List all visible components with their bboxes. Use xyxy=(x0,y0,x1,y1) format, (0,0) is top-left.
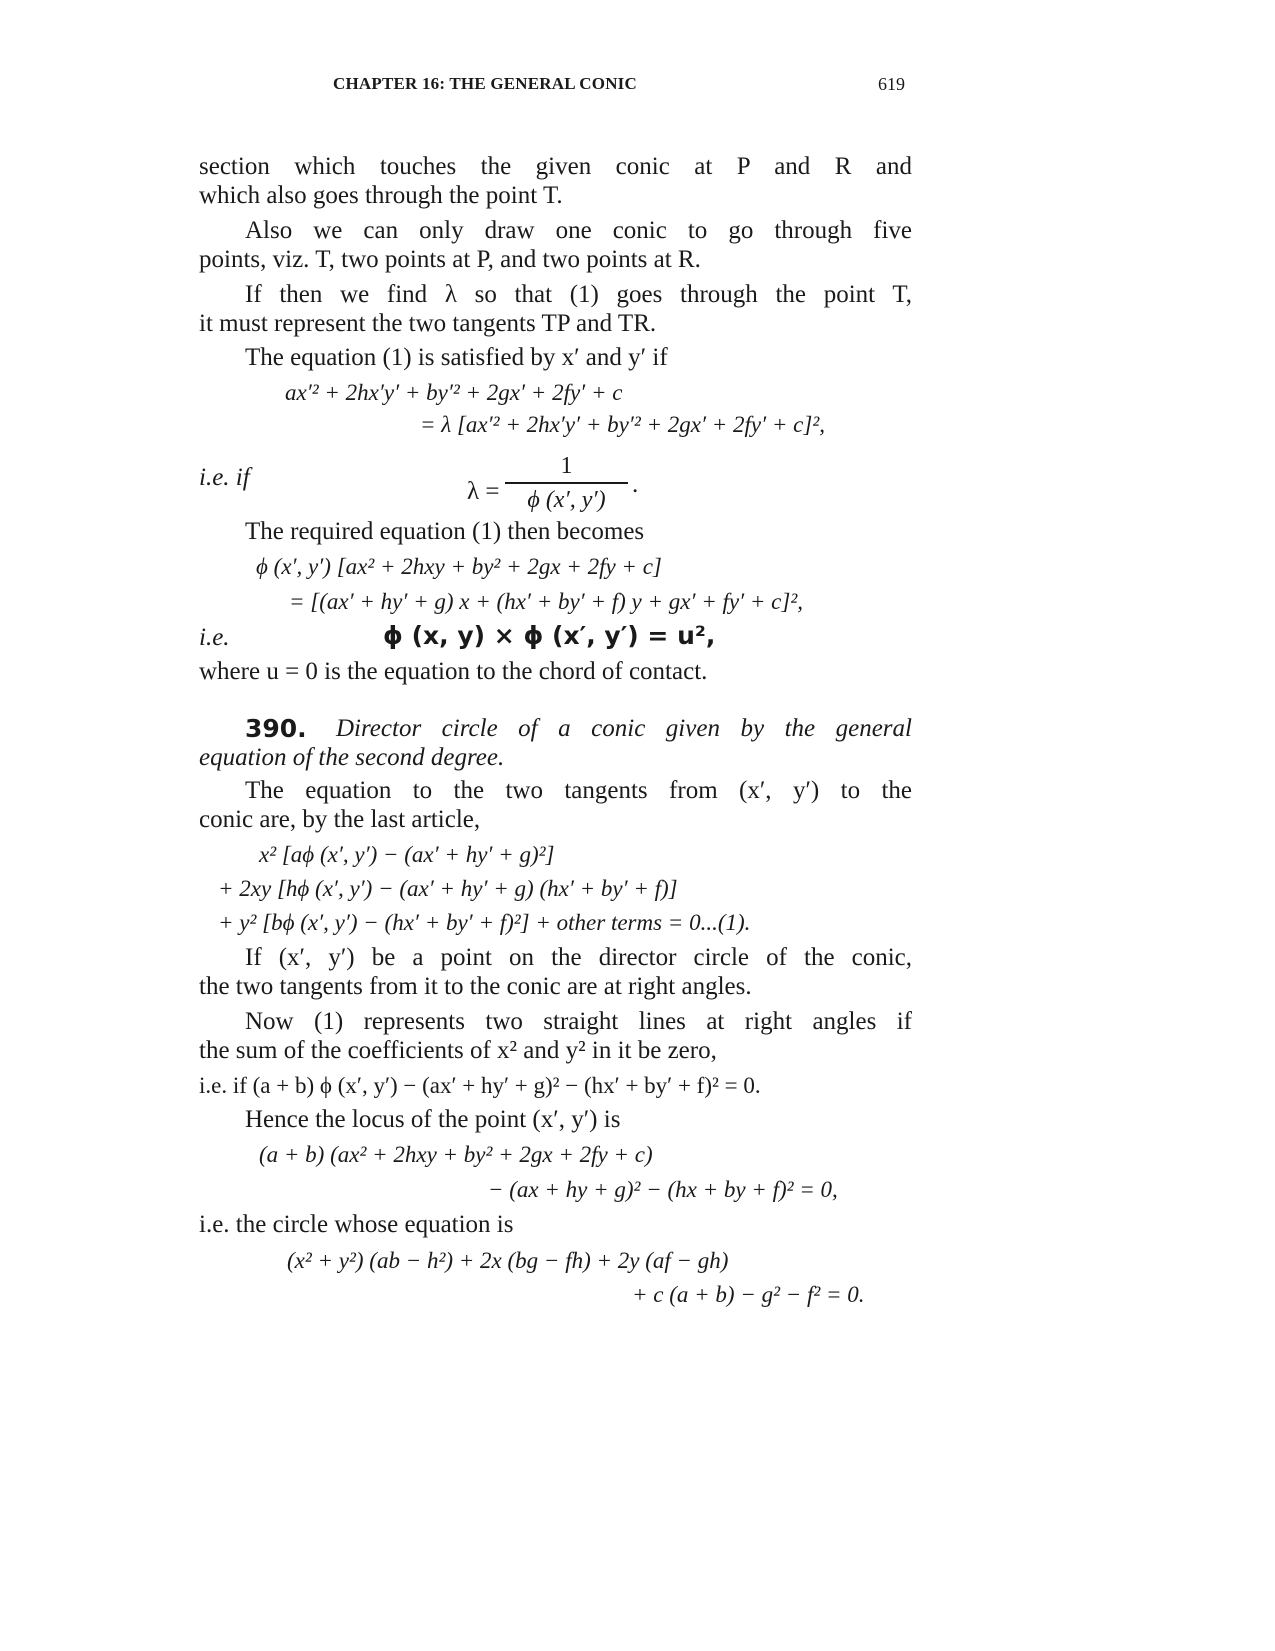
paragraph-line: where u = 0 is the equation to the chord of contact. xyxy=(199,658,708,685)
chapter-header: CHAPTER 16: THE GENERAL CONIC xyxy=(333,74,637,93)
equation-line: ϕ (x′, y′) [ax² + 2hxy + by² + 2gx + 2fy + c] xyxy=(256,554,662,579)
equation-line: = λ [ax′² + 2hx′y′ + by′² + 2gx′ + 2fy′ + c]², xyxy=(420,412,825,437)
paragraph-line: section which touches the given conic at P and R and xyxy=(199,153,912,180)
paragraph-line: If (x′, y′) be a point on the director circle of the conic, xyxy=(245,944,912,971)
section-title: equation of the second degree. xyxy=(199,744,505,771)
fraction-period: . xyxy=(632,471,639,498)
key-identity: ϕ (x, y) × ϕ (x′, y′) = u², xyxy=(383,621,716,650)
paragraph-line: The required equation (1) then becomes xyxy=(245,518,645,545)
section-number: 390. xyxy=(245,714,307,743)
equation-line: (a + b) (ax² + 2hxy + by² + 2gx + 2fy + c) xyxy=(259,1142,653,1167)
lambda-lhs: λ = xyxy=(467,478,500,505)
paragraph-line: Now (1) represents two straight lines at right angles if xyxy=(245,1008,912,1035)
paragraph-line: The equation (1) is satisfied by x′ and y′ if xyxy=(245,344,668,371)
equation-line: (x² + y²) (ab − h²) + 2x (bg − fh) + 2y (af − gh) xyxy=(287,1248,729,1273)
paragraph-line: which also goes through the point T. xyxy=(199,182,563,209)
paragraph-line: i.e. the circle whose equation is xyxy=(199,1211,514,1238)
lambda-fraction xyxy=(505,452,628,514)
equation-line: x² [aϕ (x′, y′) − (ax′ + hy′ + g)²] xyxy=(259,842,555,867)
equation-line: ax′² + 2hx′y′ + by′² + 2gx′ + 2fy′ + c xyxy=(285,380,623,405)
equation-line: + c (a + b) − g² − f² = 0. xyxy=(632,1282,865,1307)
paragraph-line: Hence the locus of the point (x′, y′) is xyxy=(245,1106,621,1133)
paragraph-line: it must represent the two tangents TP and TR. xyxy=(199,310,657,337)
section-title: Director circle of a conic given by the general xyxy=(336,715,912,742)
page-number: 619 xyxy=(878,74,905,94)
paragraph-line: conic are, by the last article, xyxy=(199,806,481,833)
paragraph-line: points, viz. T, two points at P, and two points at R. xyxy=(199,246,701,273)
paragraph-line: the sum of the coefficients of x² and y² in it be zero, xyxy=(199,1037,717,1064)
fraction-bar xyxy=(505,482,628,484)
paragraph-line: the two tangents from it to the conic are at right angles. xyxy=(199,973,752,1000)
paragraph-line: i.e. if (a + b) ϕ (x′, y′) − (ax′ + hy′ + g)² − (hx′ + by′ + f)² = 0. xyxy=(199,1073,761,1098)
paragraph-line: If then we find λ so that (1) goes through the point T, xyxy=(245,281,912,308)
ie-label: i.e. xyxy=(199,624,230,651)
fraction-denominator: ϕ (x′, y′) xyxy=(527,487,606,513)
fraction-numerator: 1 xyxy=(560,453,573,479)
equation-line: − (ax + hy + g)² − (hx + by + f)² = 0, xyxy=(488,1177,838,1202)
paragraph-line: The equation to the two tangents from (x′, y′) to the xyxy=(245,777,912,804)
equation-line: + 2xy [hϕ (x′, y′) − (ax′ + hy′ + g) (hx′ + by′ + f)] xyxy=(218,876,678,901)
equation-line: = [(ax′ + hy′ + g) x + (hx′ + by′ + f) y + gx′ + fy′ + c]², xyxy=(289,589,803,614)
equation-line: + y² [bϕ (x′, y′) − (hx′ + by′ + f)²] + other terms = 0...(1). xyxy=(218,910,751,935)
paragraph-line: Also we can only draw one conic to go through five xyxy=(245,217,912,244)
ie-label: i.e. if xyxy=(199,464,250,491)
